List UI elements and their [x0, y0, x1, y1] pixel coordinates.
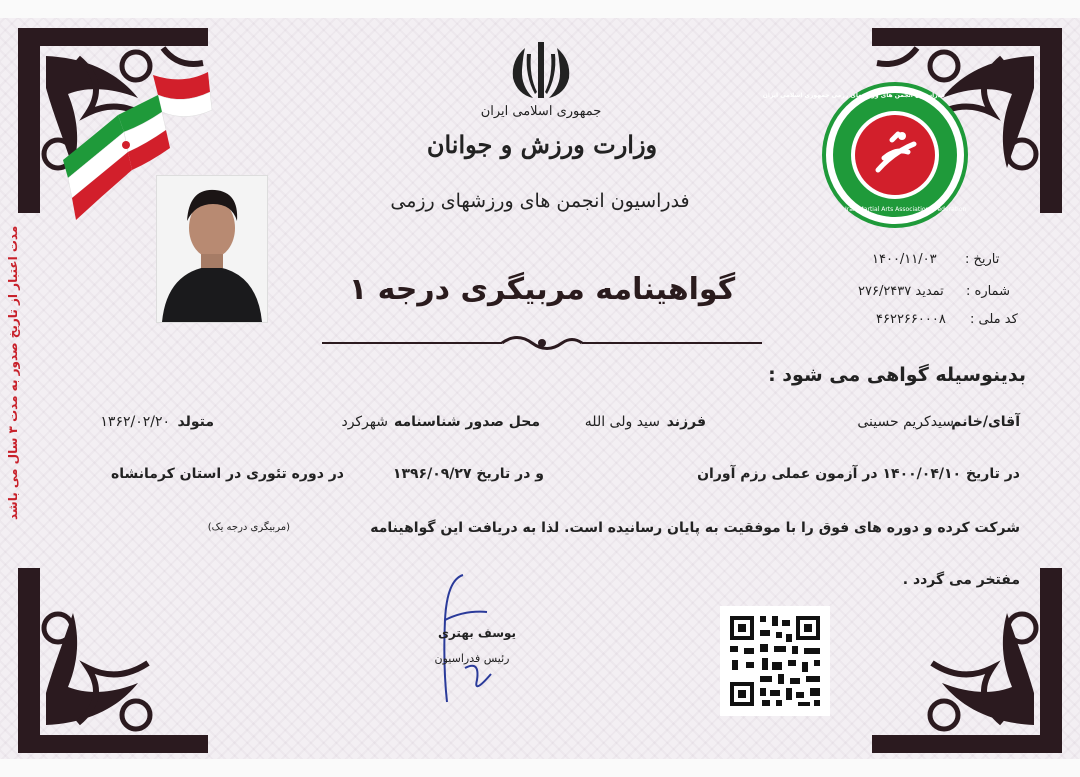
date-value: ۱۴۰۰/۱۱/۰۳	[872, 252, 937, 267]
birth-label: متولد	[177, 414, 214, 430]
father-label: فرزند	[666, 414, 706, 430]
signer-role: رئیس فدراسیون	[434, 652, 510, 665]
header-ministry: وزارت ورزش و جوانان	[426, 130, 658, 159]
place-value: شهرکرد	[341, 414, 388, 430]
validity-note: مدت اعتبار از تاریخ صدور به مدت ۳ سال می باشد	[6, 225, 20, 520]
person-photo	[156, 175, 268, 323]
person-silhouette-icon	[157, 176, 267, 322]
name-value: سیدکریم حسینی	[857, 414, 954, 430]
qr-code-icon	[720, 606, 830, 716]
title-divider	[322, 332, 762, 354]
intro-text: بدینوسیله گواهی می شود :	[768, 364, 1026, 386]
header-federation: فدراسیون انجمن های ورزشهای رزمی	[390, 190, 690, 212]
name-label: آقای/خانم	[951, 414, 1020, 430]
number-label: شماره :	[966, 284, 1010, 299]
father-value: سید ولی الله	[584, 414, 660, 430]
logo-ring-fa: فدراسیون انجمن های ورزشهای رزمی جمهوری اسلامی ایران	[762, 92, 945, 99]
honored-line: مفتخر می گردد .	[902, 572, 1020, 588]
theory-course-line: در دوره تئوری در استان کرمانشاه	[111, 466, 344, 482]
signer-name: یوسف بهتری	[437, 626, 517, 640]
qr-code	[720, 606, 830, 716]
theory-date-line: و در تاریخ ۱۳۹۶/۰۹/۲۷	[392, 466, 544, 482]
top-edge	[0, 0, 1080, 18]
place-label: محل صدور شناسنامه	[393, 414, 540, 430]
ornament-bottom-left	[18, 568, 208, 753]
grade-note: (مربیگری درجه یک)	[207, 522, 290, 533]
signature-scribble	[425, 570, 525, 710]
ornament-bottom-right	[872, 568, 1062, 753]
completion-line: شرکت کرده و دوره های فوق را با موفقیت به پایان رسانیده است. لذا به دریافت این گواهینامه	[370, 520, 1020, 536]
logo-ring-en: Iran Martial Arts Associations Federation	[845, 206, 967, 213]
birth-value: ۱۳۶۲/۰۲/۲۰	[100, 414, 170, 430]
iran-emblem-icon	[505, 40, 577, 102]
nid-value: ۴۶۲۲۶۶۰۰۰۸	[876, 312, 946, 327]
bottom-edge	[0, 759, 1080, 777]
date-label: تاریخ :	[965, 252, 1000, 267]
header-country: جمهوری اسلامی ایران	[480, 104, 602, 119]
practical-exam-line: در تاریخ ۱۴۰۰/۰۴/۱۰ در آزمون عملی رزم آوران	[697, 466, 1020, 482]
nid-label: کد ملی :	[970, 312, 1018, 327]
number-value: تمدید ۲۷۶/۲۴۳۷	[858, 284, 944, 299]
certificate-title: گواهینامه مربیگری درجه ۱	[348, 272, 736, 307]
